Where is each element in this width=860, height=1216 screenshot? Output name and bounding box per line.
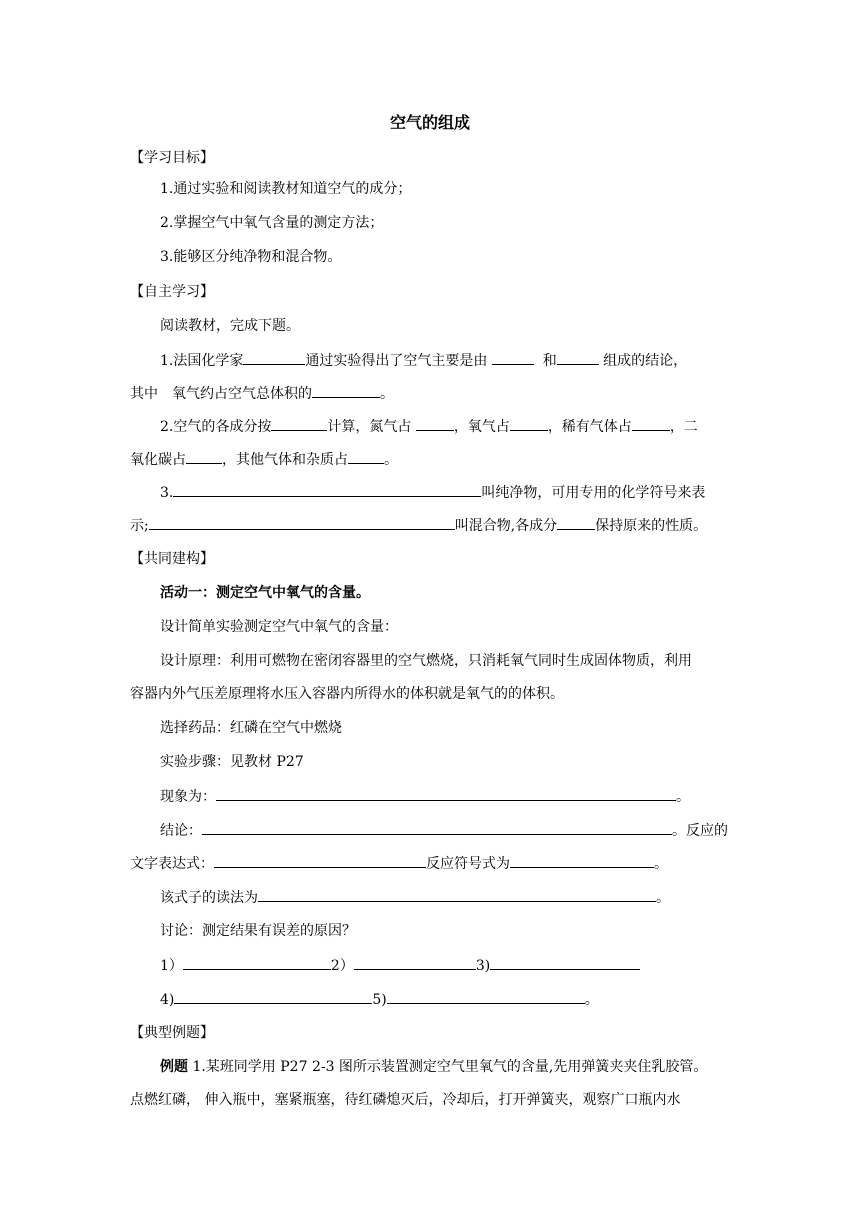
question-1-line-2: 其中 氧气约占空气总体积的 。 xyxy=(130,383,730,404)
answer-blank[interactable] xyxy=(183,955,331,970)
build-heading: 【共同建构】 xyxy=(130,551,214,567)
question-2-line-1: 2.空气的各成分按 计算，氮气占 ，氧气占 ，稀有气体占 ，二 xyxy=(160,416,730,437)
activity-title: 活动一：测定空气中氧气的含量。 xyxy=(160,585,370,601)
principle-line-1: 设计原理：利用可燃物在密闭容器里的空气燃烧，只消耗氧气同时生成固体物质，利用 xyxy=(160,653,692,669)
self-study-intro: 阅读教材，完成下题。 xyxy=(160,318,300,334)
page-title: 空气的组成 xyxy=(389,113,470,132)
answer-blank[interactable] xyxy=(354,955,476,970)
answer-blank[interactable] xyxy=(492,350,534,365)
question-3-line-1: 3. 叫纯净物，可用专用的化学符号来表 xyxy=(160,482,730,503)
design-text: 设计简单实验测定空气中氧气的含量： xyxy=(160,619,398,635)
answer-blank[interactable] xyxy=(174,989,372,1004)
answer-blank[interactable] xyxy=(186,449,222,464)
drug-text: 选择药品：红磷在空气中燃烧 xyxy=(160,720,342,736)
answer-blank[interactable] xyxy=(271,416,327,431)
answer-blank[interactable] xyxy=(510,416,548,431)
discussion-text: 讨论：测定结果有误差的原因？ xyxy=(160,923,356,939)
example-line-1: 例题 1.某班同学用 P27 2-3 图所示装置测定空气里氧气的含量,先用弹簧夹夹住乳胶管。 xyxy=(160,1059,708,1075)
expression-line: 文字表达式： 反应符号式为 。 xyxy=(130,853,730,874)
self-study-heading: 【自主学习】 xyxy=(130,284,214,300)
error-reasons-line-1: 1） 2） 3) xyxy=(160,955,730,976)
answer-blank[interactable] xyxy=(416,416,454,431)
example-line-2: 点燃红磷， 伸入瓶中，塞紧瓶塞，待红磷熄灭后，冷却后，打开弹簧夹，观察广口瓶内水 xyxy=(130,1092,681,1108)
answer-blank[interactable] xyxy=(387,989,585,1004)
steps-text: 实验步骤：见教材 P27 xyxy=(160,754,304,770)
answer-blank[interactable] xyxy=(149,515,455,530)
reading-line: 该式子的读法为 。 xyxy=(160,887,730,908)
goal-item: 3.能够区分纯净物和混合物。 xyxy=(160,249,342,265)
goals-heading: 【学习目标】 xyxy=(130,150,214,166)
answer-blank[interactable] xyxy=(632,416,670,431)
answer-blank[interactable] xyxy=(348,449,384,464)
conclusion-line: 结论： 。反应的 xyxy=(160,820,730,841)
goal-item: 1.通过实验和阅读教材知道空气的成分； xyxy=(160,181,412,197)
phenomenon-line: 现象为： 。 xyxy=(160,786,730,807)
answer-blank[interactable] xyxy=(557,350,599,365)
answer-blank[interactable] xyxy=(258,887,656,902)
answer-blank[interactable] xyxy=(202,820,672,835)
question-3-line-2: 示; 叫混合物,各成分 保持原来的性质。 xyxy=(130,515,730,536)
answer-blank[interactable] xyxy=(312,383,380,398)
answer-blank[interactable] xyxy=(510,853,654,868)
answer-blank[interactable] xyxy=(214,853,426,868)
goal-item: 2.掌握空气中氧气含量的测定方法； xyxy=(160,215,384,231)
answer-blank[interactable] xyxy=(557,515,595,530)
answer-blank[interactable] xyxy=(216,786,676,801)
principle-line-2: 容器内外气压差原理将水压入容器内所得水的体积就是氧气的的体积。 xyxy=(130,686,564,702)
answer-blank[interactable] xyxy=(173,482,481,497)
example-heading: 【典型例题】 xyxy=(130,1025,214,1041)
question-1-line-1: 1.法国化学家 通过实验得出了空气主要是由 和 组成的结论， xyxy=(160,350,730,371)
question-2-line-2: 氧化碳占 ，其他气体和杂质占 。 xyxy=(130,449,730,470)
answer-blank[interactable] xyxy=(490,955,640,970)
error-reasons-line-2: 4) 5) 。 xyxy=(160,989,730,1010)
answer-blank[interactable] xyxy=(243,350,305,365)
